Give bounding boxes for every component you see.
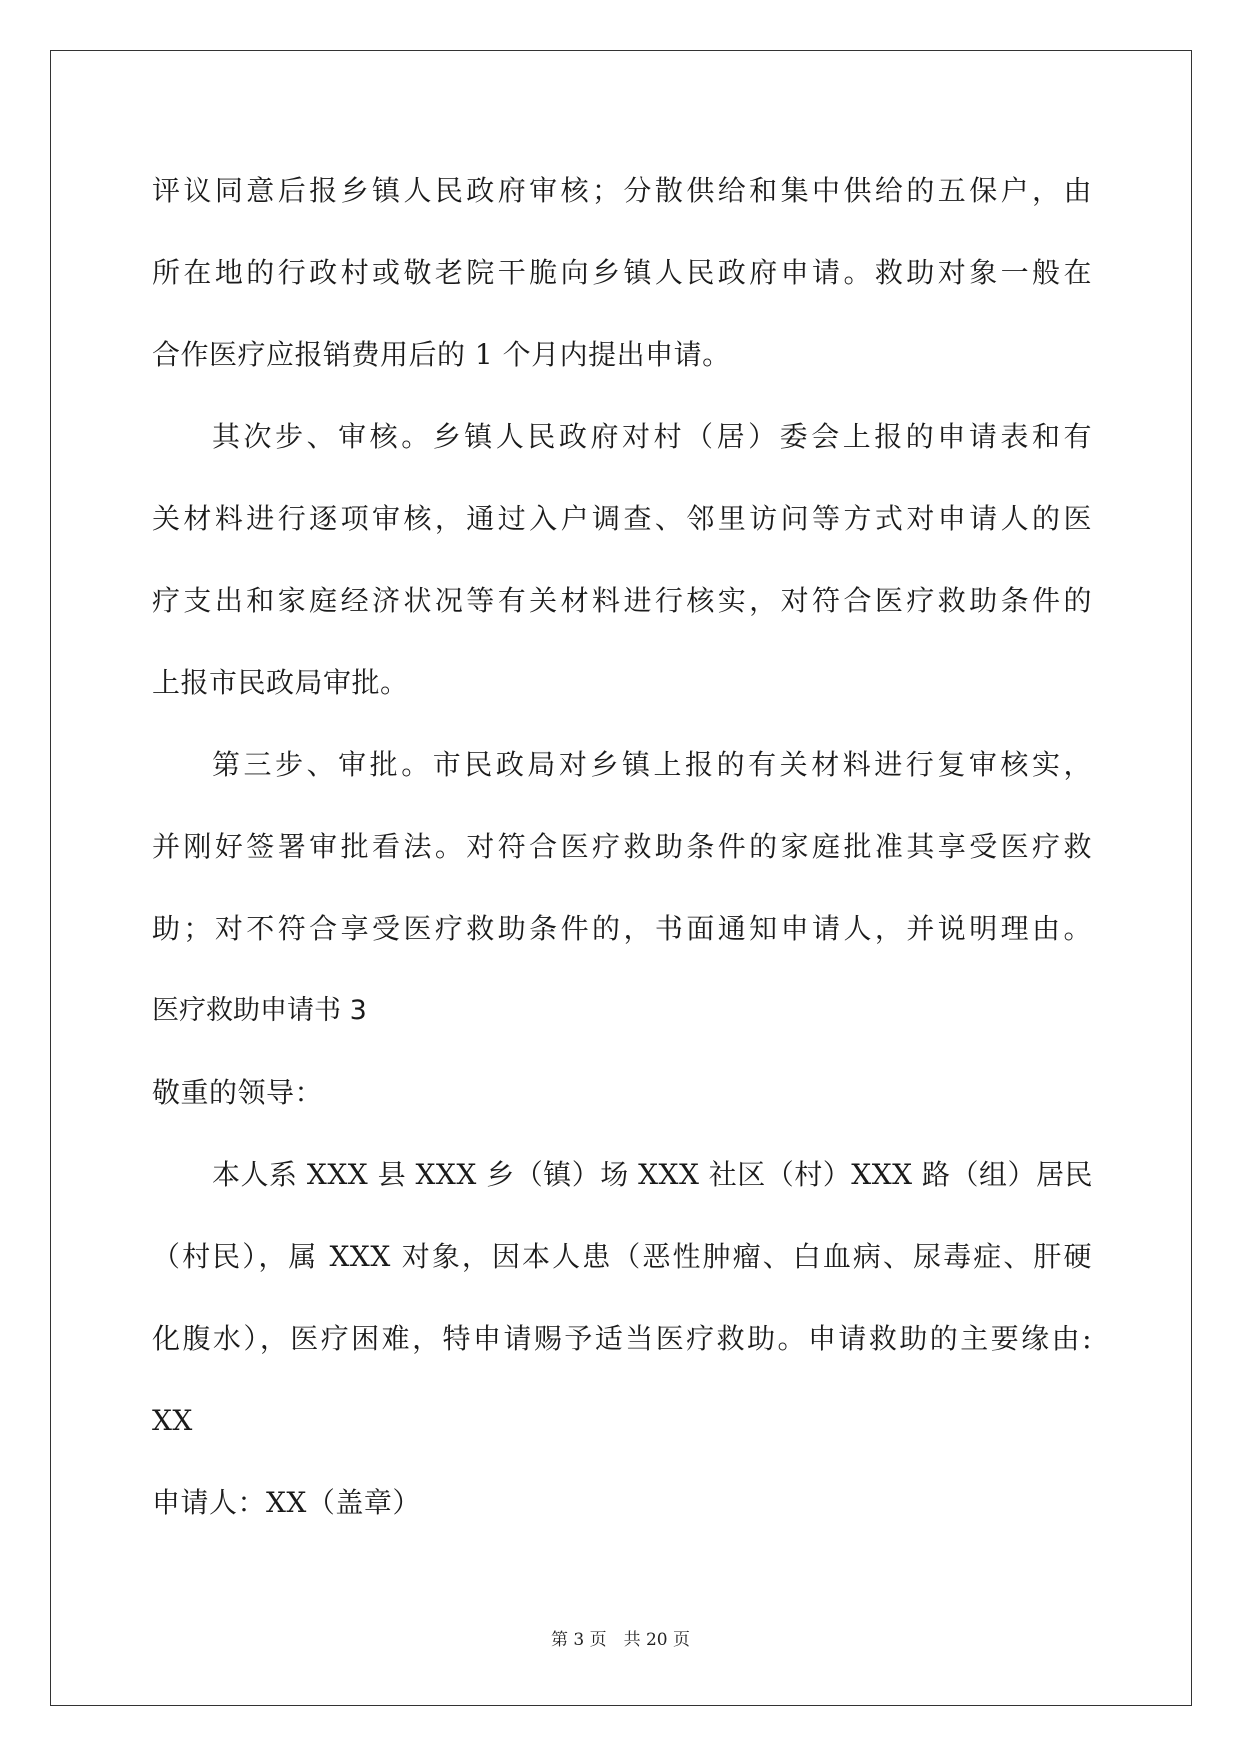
salutation: 敬重的领导： xyxy=(152,1076,324,1109)
text-line: 助；对不符合享受医疗救助条件的，书面通知申请人，并说明理由。 xyxy=(152,912,1092,945)
text-line: 评议同意后报乡镇人民政府审核；分散供给和集中供给的五保户，由 xyxy=(152,174,1092,207)
text-line: 所在地的行政村或敬老院干脆向乡镇人民政府申请。救助对象一般在 xyxy=(152,256,1092,289)
text-line: 疗支出和家庭经济状况等有关材料进行核实，对符合医疗救助条件的 xyxy=(152,584,1092,617)
paragraph-start-line: 其次步、审核。乡镇人民政府对村（居）委会上报的申请表和有 xyxy=(212,420,1092,453)
paragraph-start-line: 本人系 XXX 县 XXX 乡（镇）场 XXX 社区（村）XXX 路（组）居民 xyxy=(212,1158,1094,1191)
applicant-signature-line: 申请人：XX（盖章） xyxy=(152,1486,421,1519)
text-line: 并刚好签署审批看法。对符合医疗救助条件的家庭批准其享受医疗救 xyxy=(152,830,1092,863)
page-number-footer: 第 3 页 共 20 页 xyxy=(550,1630,691,1650)
text-line: 化腹水），医疗困难，特申请赐予适当医疗救助。申请救助的主要缘由: xyxy=(152,1322,1092,1355)
text-line: 关材料进行逐项审核，通过入户调查、邻里访问等方式对申请人的医 xyxy=(152,502,1092,535)
text-line: 合作医疗应报销费用后的 1 个月内提出申请。 xyxy=(152,338,731,371)
text-line: XX xyxy=(152,1404,193,1437)
text-line: （村民），属 XXX 对象，因本人患（恶性肿瘤、白血病、尿毒症、肝硬 xyxy=(152,1240,1092,1273)
text-line: 上报市民政局审批。 xyxy=(152,666,409,699)
document-body xyxy=(152,160,1092,1554)
paragraph-start-line: 第三步、审批。市民政局对乡镇上报的有关材料进行复审核实， xyxy=(212,748,1092,781)
section-heading: 医疗救助申请书 3 xyxy=(152,995,367,1026)
